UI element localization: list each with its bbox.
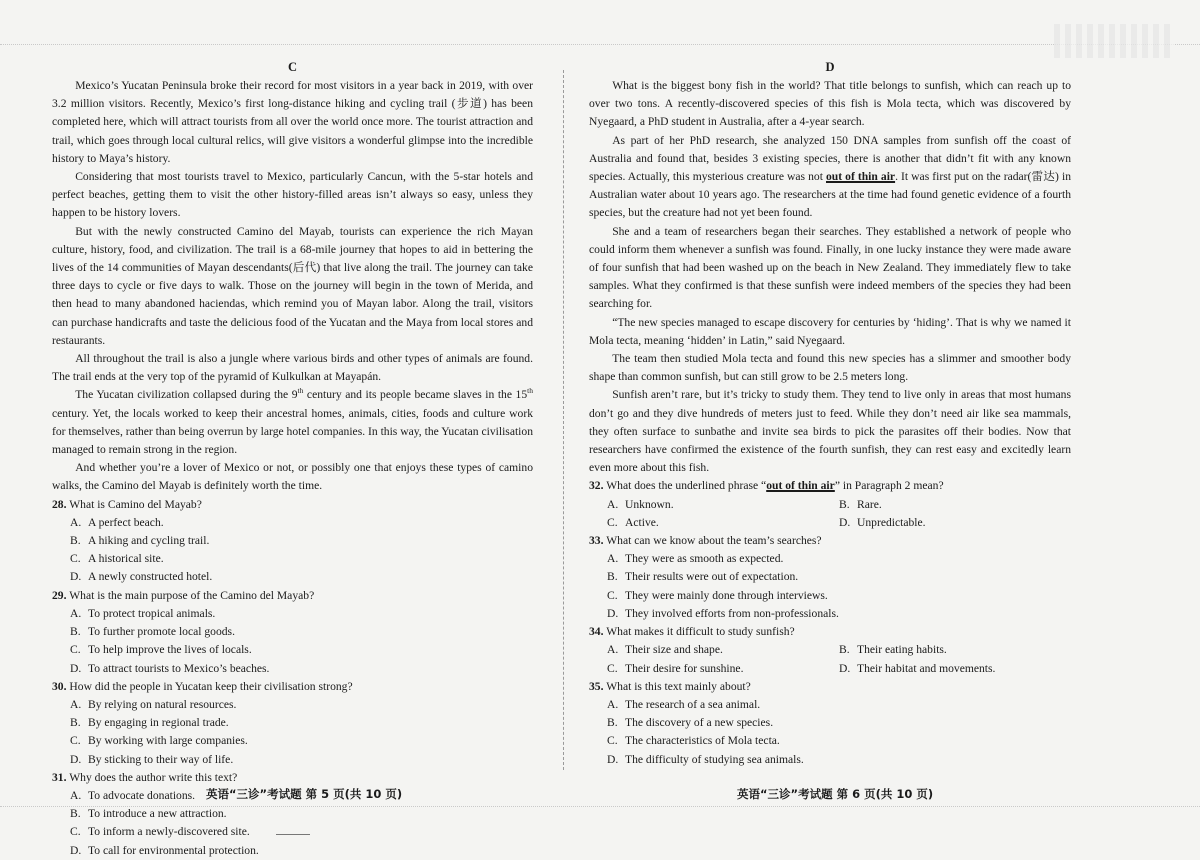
underlined-phrase: out of thin air [826,170,896,184]
option-text: To introduce a new attraction. [88,807,227,821]
option-letter: D. [70,752,82,766]
option-text: A historical site. [88,552,164,566]
question-30-options [52,696,533,769]
option-text: To further promote local goods. [88,625,235,639]
option-b[interactable] [839,496,1071,514]
option-letter: A. [70,606,82,620]
option-text: Their eating habits. [857,643,947,657]
passage-d-paragraph-5: The team then studied Mola tecta and found this new species has a slimmer and smoother body shape than common sunfish, but can still grow to be 2.5 meters long. [589,352,1071,384]
option-text: A hiking and cycling trail. [88,534,210,548]
option-b[interactable] [70,532,302,550]
question-28-stem [52,496,533,514]
question-text: What is Camino del Mayab? [69,497,202,511]
option-letter: D. [70,661,82,675]
option-a[interactable] [70,696,302,714]
option-letter: B. [70,625,81,639]
option-text: By relying on natural resources. [88,697,237,711]
text-run: . It was first put on the radar(雷达) in Australian water about 10 years ago. The researchers at the time had found genetic evidence of a fourth species, but the creature had not yet been found. [589,170,1071,220]
option-letter: D. [839,515,851,529]
question-35-stem [589,678,1071,696]
question-number: 31. [52,770,67,784]
option-text: Rare. [857,497,882,511]
option-c[interactable] [70,732,302,750]
option-d[interactable] [70,751,302,769]
scan-corner-smudge [1054,24,1174,58]
option-letter: D. [839,661,851,675]
passage-d-column [589,58,1071,769]
option-letter: C. [70,552,81,566]
option-b[interactable] [70,805,533,823]
text-run: As part of her PhD research, she analyzed 150 DNA samples from sunfish off the coast of Australia and found that, besides 3 existing species, there is another that didn’t fit with any known species. Actually, this mysterious creature was not [589,133,1071,184]
superscript: th [297,386,304,396]
passage-d-questions [589,532,1071,769]
question-number: 30. [52,679,67,693]
passage-c-questions [52,496,533,860]
option-text: By sticking to their way of life. [88,752,234,766]
option-letter: D. [70,843,82,857]
option-a[interactable] [607,550,1071,568]
option-letter: B. [70,807,81,821]
passage-c-paragraph-4: All throughout the trail is also a jungle where various birds and other types of animals are found. The trail ends at the very top of the pyramid of Kulkulkan at Mayapán. [52,352,533,384]
question-32-options [589,496,1071,532]
option-text: Unpredictable. [857,515,926,529]
text-run: What does the underlined phrase “ [606,479,767,493]
option-text: They involved efforts from non-professionals. [625,606,839,620]
option-c[interactable] [607,514,839,532]
option-c[interactable] [70,550,302,568]
option-letter: C. [607,661,618,675]
question-number: 29. [52,588,67,602]
option-letter: D. [607,606,619,620]
option-d[interactable] [607,605,1071,623]
option-text: The research of a sea animal. [625,697,761,711]
option-letter: A. [607,697,619,711]
passage-d-paragraph-3: She and a team of researchers began their searches. They established a network of people who could inform them whenever a sunfish was found. Finally, in one lucky instance they were made aware of four sunfish that had been washed up on the beach in New Zealand. They immediately flew to take samples. What they confirmed is that these sunfish were indeed members of the species they had been searching for. [589,224,1071,311]
passage-d-paragraph-2 [589,132,1071,223]
option-a[interactable] [607,696,1071,714]
option-d[interactable] [607,751,1071,769]
option-c[interactable] [70,823,533,841]
question-29-options [52,605,533,678]
option-letter: A. [607,497,619,511]
option-text: To attract tourists to Mexico’s beaches. [88,661,270,675]
option-c[interactable] [607,732,1071,750]
question-number: 32. [589,479,604,493]
option-text: To call for environmental protection. [88,843,259,857]
text-run: ” in Paragraph 2 mean? [834,479,944,493]
question-text: What can we know about the team’s searches? [606,534,822,548]
option-text: Unknown. [625,497,674,511]
question-31-stem [52,769,533,787]
passage-c-paragraph-1: Mexico’s Yucatan Peninsula broke their record for most visitors in a year back in 2019, with over 3.2 million visitors. Recently, Mexico’s first long-distance hiking and cycling trail (步道) has been completed here, which will attract tourists from all over the world once more. The tourist attraction and trail, which goes through local cultural relics, will give visitors a wonderful glimpse into the incredible history to Maya’s history. [52,79,533,165]
option-text: The difficulty of studying sea animals. [625,752,804,766]
passage-c-paragraph-5 [52,386,533,459]
question-text: Why does the author write this text? [69,770,238,784]
question-number: 35. [589,679,604,693]
question-text: What makes it difficult to study sunfish? [606,625,795,639]
option-letter: D. [607,752,619,766]
superscript: th [527,386,533,396]
option-text: Their habitat and movements. [857,661,996,675]
option-a[interactable] [70,605,533,623]
question-text: What is the main purpose of the Camino del Mayab? [69,588,315,602]
option-d[interactable] [839,660,1071,678]
option-text: By working with large companies. [88,734,248,748]
page-footer-right: 英语“三诊”考试题 第 6 页(共 10 页) [737,787,934,801]
option-text: The characteristics of Mola tecta. [625,734,780,748]
question-number: 33. [589,534,604,548]
option-letter: C. [70,825,81,839]
option-b[interactable] [70,623,533,641]
passage-c-title: C [287,60,298,74]
question-number: 34. [589,625,604,639]
option-text: A perfect beach. [88,515,164,529]
option-text: To inform a newly-discovered site. [88,825,250,839]
option-letter: C. [607,734,618,748]
option-letter: C. [70,734,81,748]
question-text: What is this text mainly about? [606,679,751,693]
question-33-options [589,550,1071,623]
option-c[interactable] [607,660,839,678]
text-run: century and its people became slaves in the 15 [303,388,528,402]
option-text: To help improve the lives of locals. [88,643,252,657]
option-letter: B. [607,570,618,584]
option-letter: B. [839,497,850,511]
option-text: Active. [625,515,659,529]
passage-c-column [52,58,533,860]
option-text: Their size and shape. [625,643,723,657]
option-letter: B. [70,534,81,548]
option-letter: A. [607,643,619,657]
question-number: 28. [52,497,67,511]
option-b[interactable] [607,714,1071,732]
option-b[interactable] [607,568,1071,586]
option-letter: B. [839,643,850,657]
question-28-options [52,514,533,587]
option-d[interactable] [70,842,533,860]
option-d[interactable] [70,660,533,678]
option-text: Their desire for sunshine. [625,661,744,675]
text-run: century. Yet, the locals worked to keep their ancestral homes, animals, cities, foods and culture work for themselves, rather than being overrun by large hotel companies. In this way, the Yucatan civilisation managed to remain strong in the region. [52,406,533,457]
passage-d-paragraph-1: What is the biggest bony fish in the world? That title belongs to sunfish, which can reach up to over two tons. A recently-discovered species of this fish is Mola tecta, which was discovered by Nyegaard, a PhD student in Australia, after a 4-year search. [589,79,1071,129]
option-text: Their results were out of expectation. [625,570,799,584]
text-run: The Yucatan civilization collapsed during the 9 [75,388,298,402]
option-d[interactable] [839,514,1071,532]
option-d[interactable] [70,568,302,586]
option-letter: A. [70,697,82,711]
option-text: By engaging in regional trade. [88,716,229,730]
option-letter: B. [70,716,81,730]
passage-d-paragraph-6: Sunfish aren’t rare, but it’s tricky to study them. They tend to live only in areas that most humans don’t go and they dive hundreds of meters just to feed. While they don’t need air like sea mammals, they often surface to sunbathe and invite sea birds to pick the parasites off their bodies. Now that researchers have confirmed the existence of the fourth sunfish, they can rest easy and excitedly learn even more about this fish. [589,388,1071,475]
option-letter: A. [70,788,82,802]
underlined-phrase: out of thin air [766,479,835,493]
question-text: How did the people in Yucatan keep their civilisation strong? [69,679,353,693]
option-letter: B. [607,716,618,730]
question-32-stem [589,477,1071,495]
passage-c-paragraph-6: And whether you’re a lover of Mexico or not, or possibly one that enjoys these types of camino walks, the Camino del Mayab is definitely worth the time. [52,461,533,493]
question-29-stem [52,587,533,605]
option-text: They were as smooth as expected. [625,552,784,566]
option-c[interactable] [70,641,533,659]
option-letter: A. [607,552,619,566]
passage-c-paragraph-3: But with the newly constructed Camino del Mayab, tourists can experience the rich Mayan culture, history, food, and civilization. The trail is a 68-mile journey that hopes to aid in bettering the lives of the 14 communities of Mayan descendants(后代) that live along the trail. The journey can take three days to cycle or five days to walk. Those on the journey will begin in the town of Merida, and then head to many abandoned haciendas, which remind you of Mayan labor. Along the trail, visitors can purchase handicrafts and taste the delicious food of the Yucatan and the Maya from local stores and restaurants. [52,224,533,347]
option-a[interactable] [70,514,302,532]
option-b[interactable] [839,641,1071,659]
option-letter: C. [607,588,618,602]
option-c[interactable] [607,587,1071,605]
passage-d-paragraph-4: “The new species managed to escape discovery for centuries by ‘hiding’. That is why we named it Mola tecta, meaning ‘hidden’ in Latin,” said Nyegaard. [589,315,1071,347]
question-35-options [589,696,1071,769]
option-letter: D. [70,570,82,584]
question-33-stem [589,532,1071,550]
question-30-stem [52,678,533,696]
option-text: A newly constructed hotel. [88,570,213,584]
page-footer-left: 英语“三诊”考试题 第 5 页(共 10 页) [206,787,403,801]
scan-artifact-line [0,44,1200,45]
option-text: They were mainly done through interviews. [625,588,828,602]
option-text: The discovery of a new species. [625,716,774,730]
option-text: To protect tropical animals. [88,606,216,620]
option-b[interactable] [70,714,302,732]
passage-d-title: D [825,60,835,74]
option-text: To advocate donations. [88,788,196,802]
option-letter: C. [607,515,618,529]
option-a[interactable] [607,496,839,514]
passage-c-paragraph-2: Considering that most tourists travel to Mexico, particularly Cancun, with the 5-star hotels and perfect beaches, getting them to visit the other history-filled areas isn’t always so easy, unless they happen to be history lovers. [52,170,533,220]
question-34-stem [589,623,1071,641]
option-a[interactable] [607,641,839,659]
option-letter: C. [70,643,81,657]
question-34-options [589,641,1071,677]
column-divider [563,70,564,770]
option-letter: A. [70,515,82,529]
